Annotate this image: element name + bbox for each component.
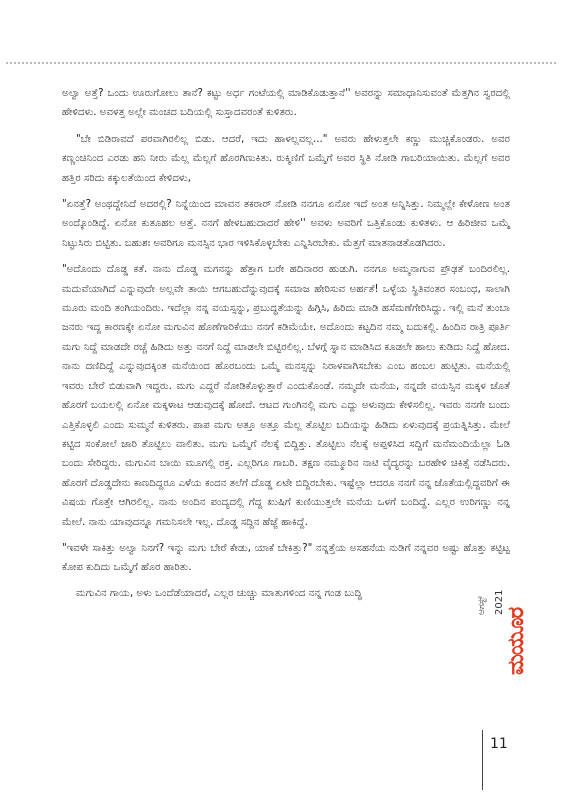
paragraph-2: "ಬೇ ಬಿಡಿರಾವದೆ ಪರವಾಗಿರಲಿಲ್ಲ ಬಿಡು. ಆದರೆ, ಇದು ಹಾಳಲ್ಲವಲ್ಲ..." ಅವರು ಹೇಳುತ್ತಲೇ ಕಣ್ಣು ಮುಚ್ಚಿಕೊಂಡರು. ಅವರ ಕಣ್ಣಂಚಿನಿಂದ ಎರಡು ಹನಿ ನೀರು ಮೆಲ್ಲ ಮೆಲ್ಲಗೆ ಹೊರಗಿಣುಕಿತು. ರುಕ್ಮಿಣಿಗೆ ಒಮ್ಮೆಗೆ ಅವರ ಸ್ಥಿತಿ ನೋಡಿ ಗಾಬರಿಯಾಯಿತು. ಮೆಲ್ಲಗೆ ಅವರ ಹತ್ತಿರ ಸರಿದು ಕಕ್ಕುಲತೆಯಿಂದ ಕೇಳಿದಳು, bbox=[62, 133, 510, 184]
article-body bbox=[62, 84, 510, 610]
issue-month: ಆಗಸ್ಟ್ bbox=[477, 595, 487, 615]
magazine-logo: ಮಯೂರ bbox=[504, 607, 529, 675]
top-dotted-divider bbox=[6, 62, 556, 64]
paragraph-3: "ಏನತ್ತೆ? ಅಂಥದ್ದೇನಿದೆ ಅದರಲ್ಲಿ? ನಿನ್ನೆಯಿಂದ ಮಾವನ ತಕರಾರ್ ನೋಡಿ ನನಗೂ ಏನೋ ಇದೆ ಅಂತ ಅನ್ನಿಸಿತ್ತು. ನಿಮ್ಮಲ್ಲೇ ಕೇಳೋಣ ಅಂತ ಅಂದ್ಕೊಂಡಿದ್ದೆ. ಏನೋ ಕುತೂಹಲ ಅತ್ತೆ. ನನಗೆ ಹೇಳಬಹುದಾದರೆ ಹೇಳಿ'' ಅವಳು ಅವರಿಗೆ ಒತ್ತಿಕೊಂಡು ಕುಳಿತಳು. ಆ ಹಿರಿಜೀವ ಒಮ್ಮೆ ನಿಟ್ಟುಸಿರು ಬಿಟ್ಟಿತು. ಬಹುಶಃ ಅವರಿಗೂ ಮನಸ್ಸಿನ ಭಾರ ಇಳಿಸಿಕೊಳ್ಳಬೇಕು ಎನ್ನಿಸಿರಬೇಕು. ಮೆತ್ತಗೆ ಮಾತನಾಡತೊಡಗಿದರು. bbox=[62, 199, 510, 249]
paragraph-4: "ಅದೊಂದು ದೊಡ್ಡ ಕತೆ. ನಾನು ದೊಡ್ಡ ಮಗನನ್ನು ಹೆತ್ತಾಗ ಬರೇ ಹದಿನಾರರ ಹುಡುಗಿ. ನನಗೂ ಅಮ್ಮನಾಗುವ ಪ್ರೌಢತೆ ಬಂದಿರಲಿಲ್ಲ. ಮದುವೆಯಾಗಿದೆ ಎನ್ನುವುದೇ ಅಲ್ಲವೇ ತಾಯಿ ಆಗಬಹುದೆನ್ನುವುದಕ್ಕೆ ಸಮಾಜ ಹೇರಿಸುವ ಅರ್ಹತೆ! ಒಳ್ಳೆಯ ಸ್ಥಿತಿವಂತರ ಸಂಬಂಧ, ಸಾಲಾಗಿ ಮೂರು ಮಂದಿ ತಂಗಿಯಂದಿರು. ಇದೆಲ್ಲಾ ನನ್ನ ವಯಸ್ಸನ್ನು, ಪ್ರಬುದ್ಧತೆಯನ್ನು ಹಿಗ್ಗಿಸಿ, ಹಿರಿದು ಮಾಡಿ ಹಸೆಮಣೆಗೇರಿಸಿದ್ದು. ಇಲ್ಲಿ ಮನೆ ತುಂಬಾ ಜನರು ಇದ್ದ ಕಾರಣಕ್ಕೇ ಏನೋ ಮಗುವಿನ ಹೊಣೆಗಾರಿಕೆಯು ನನಗೆ ಕಡಿಮೆಯೇ. ಅದೊಂದು ಕಟ್ಟದಿನ ನಮ್ಮ ಬದುಕಲ್ಲಿ. ಹಿಂದಿನ ರಾತ್ರಿ ಪೂರ್ತಿ ಮಗು ನಿದ್ದೆ ಮಾಡದೇ ರಚ್ಚೆ ಹಿಡಿದು ಅತ್ತು ನನಗೆ ನಿದ್ದೆ ಮಾಡಲೇ ಬಿಟ್ಟಿರಲಿಲ್ಲ. ಬೆಳಗ್ಗೆ ಸ್ನಾನ ಮಾಡಿಸಿದ ಕೂಡಲೇ ಹಾಲು ಕುಡಿದು ನಿದ್ದೆ ಹೋದ. ನಾನು ದಣಿದಿದ್ದೆ ಎನ್ನುವುದಕ್ಕಿಂತ ಮನೆಯಿಂದ ಹೊರಬಂದು ಒಮ್ಮೆ ಮನಸ್ಸನ್ನು ನಿರಾಳವಾಗಿಸಬೇಕು ಎಂಬ ಹಂಬಲ ಹುಟ್ಟಿತು. ಮನೆಯಲ್ಲಿ ಇವರು ಬೇರೆ ಬಿಡುವಾಗಿ ಇದ್ದರು. ಮಗು ಎದ್ದರೆ ನೋಡಿಕೊಳ್ಳುತ್ತಾರೆ ಎಂದುಕೊಂಡೆ. ನಮ್ಮದೇ ಮನೆಯ, ನನ್ನದೇ ವಯಸ್ಸಿನ ಮಕ್ಕಳ ಜೊತೆ ಹೊರಗೆ ಬಯಲಲ್ಲಿ ಏನೋ ಮಕ್ಕಳಾಟ ಆಡುವುದಕ್ಕೆ ಹೋದೆ. ಆಟದ ಗುಂಗಿನಲ್ಲಿ ಮಗು ಎದ್ದು ಅಳುವುದು ಕೇಳಿಸಲಿಲ್ಲ. ಇವರು ನನಗೇ ಬಂದು ಎತ್ತಿಕೊಳ್ಳಲಿ ಎಂದು ಸುಮ್ಮನೆ ಕುಳಿತರು. ಪಾಪ ಮಗು ಅತ್ತೂ ಅತ್ತೂ ಮೆಲ್ಲ ತೊಟ್ಟಿಲ ಬದಿಯನ್ನು ಹಿಡಿದು ಏಳುವುದಕ್ಕೆ ಪ್ರಯತ್ನಿಸಿತ್ತು. ಮೇಲೆ ಕಟ್ಟಿದ ಸಂಕೋಲೆ ಜಾರಿ ತೊಟ್ಟಿಲು ವಾಲಿತು. ಮಗು ಒಮ್ಮೆಗೆ ನೆಲಕ್ಕೆ ಬಿದ್ದಿತ್ತು. ತೊಟ್ಟಿಲು ನೆಲಕ್ಕೆ ಅಪ್ಪಳಿಸಿದ ಸದ್ದಿಗೆ ಮನೆಮಂದಿಯೆಲ್ಲಾ ಓಡಿ ಬಂದು ಸೇರಿದ್ದರು. ಮಗುವಿನ ಬಾಯಿ ಮೂಗಲ್ಲಿ ರಕ್ತ. ಎಲ್ಲರಿಗೂ ಗಾಬರಿ. ತಕ್ಷಣ ನಮ್ಮೂರಿನ ನಾಟಿ ವೈದ್ಯರನ್ನು ಬರಹೇಳಿ ಚಿಕಿತ್ಸೆ ನಡೆಸಿದರು. ಹೊರಗೆ ದೊಡ್ಡದೇನು ಕಾಣದಿದ್ದರೂ ಎಳೆಯ ಕಂದನ ತಲೆಗೆ ದೊಡ್ಡ ಏಟೇ ಬಿದ್ದಿರಬೇಕು. ಇಷ್ಟೆಲ್ಲಾ ಆದರೂ ನನಗೆ ನನ್ನ ಜೊತೆಯಲ್ಲಿದ್ದವರಿಗೆ ಈ ವಿಷಯ ಗೊತ್ತೇ ಆಗಿರಲಿಲ್ಲ. ನಾನು ಅಂದಿನ ಪಂದ್ಯದಲ್ಲಿ ಗೆದ್ದ ಖುಷಿಗೆ ಕುಣಿಯುತ್ತಲೇ ಮನೆಯ ಒಳಗೆ ಬಂದಿದ್ದೆ. ಎಲ್ಲರ ಉರಿಗಣ್ಣು ನನ್ನ ಮೇಲೆ. ನಾನು ಯಾವುದನ್ನೂ ಗಮನಿಸಲೇ ಇಲ್ಲ. ದೊಡ್ಡ ಸದ್ದಿನ ಹೆಜ್ಜೆ ಹಾಕಿದ್ದೆ. bbox=[62, 264, 510, 528]
paragraph-6: ಮಗುವಿನ ಗಾಯ, ಅಳು ಒಂದೆಡೆಯಾದರೆ, ಎಲ್ಲರ ಚುಚ್ಚು ಮಾತುಗಳಿಂದ ನನ್ನ ಗಂಡ ಬುದ್ಧಿ bbox=[76, 587, 362, 599]
page-number: 11 bbox=[490, 736, 508, 752]
paragraph-1: ಅಲ್ವಾ ಅತ್ತೆ? ಒಂದು ಊರುಗೋಲು ತಾನೆ? ಕಟ್ಟು ಅರ್ಧ ಗಂಟೆಯಲ್ಲಿ ಮಾಡಿಕೊಡುತ್ತಾನೆ'' ಅವರನ್ನು ಸಮಾಧಾನಿಸುವಂತೆ ಮೆತ್ತಗಿನ ಸ್ವರದಲ್ಲಿ ಹೇಳಿದಳು. ಅವಳತ್ತ ಅಲ್ಲೇ ಮಂಚದ ಬದಿಯಲ್ಲಿ ಸುಸ್ತಾದವರಂತೆ ಕುಳಿತರು. bbox=[62, 88, 510, 119]
page-number-divider bbox=[482, 730, 483, 790]
paragraph-5: "ಇವಳೇ ಸಾಕಿತ್ತು ಅಲ್ವಾ ನಿನಗೆ? ಇನ್ನು ಮಗು ಬೇರೆ ಕೇಡು, ಯಾಕೆ ಬೇಕಿತ್ತು?" ನನ್ನತ್ತೆಯ ಅಸಹನೆಯ ನುಡಿಗೆ ನನ್ನವರ ಅಷ್ಟು ಹೊತ್ತು ಕಟ್ಟಿಟ್ಟ ಕೋಪ ಕುದಿದು ಒಮ್ಮೆಗೆ ಹೊರ ಹಾರಿತು. bbox=[62, 542, 510, 574]
issue-year: 2021 bbox=[494, 589, 505, 615]
